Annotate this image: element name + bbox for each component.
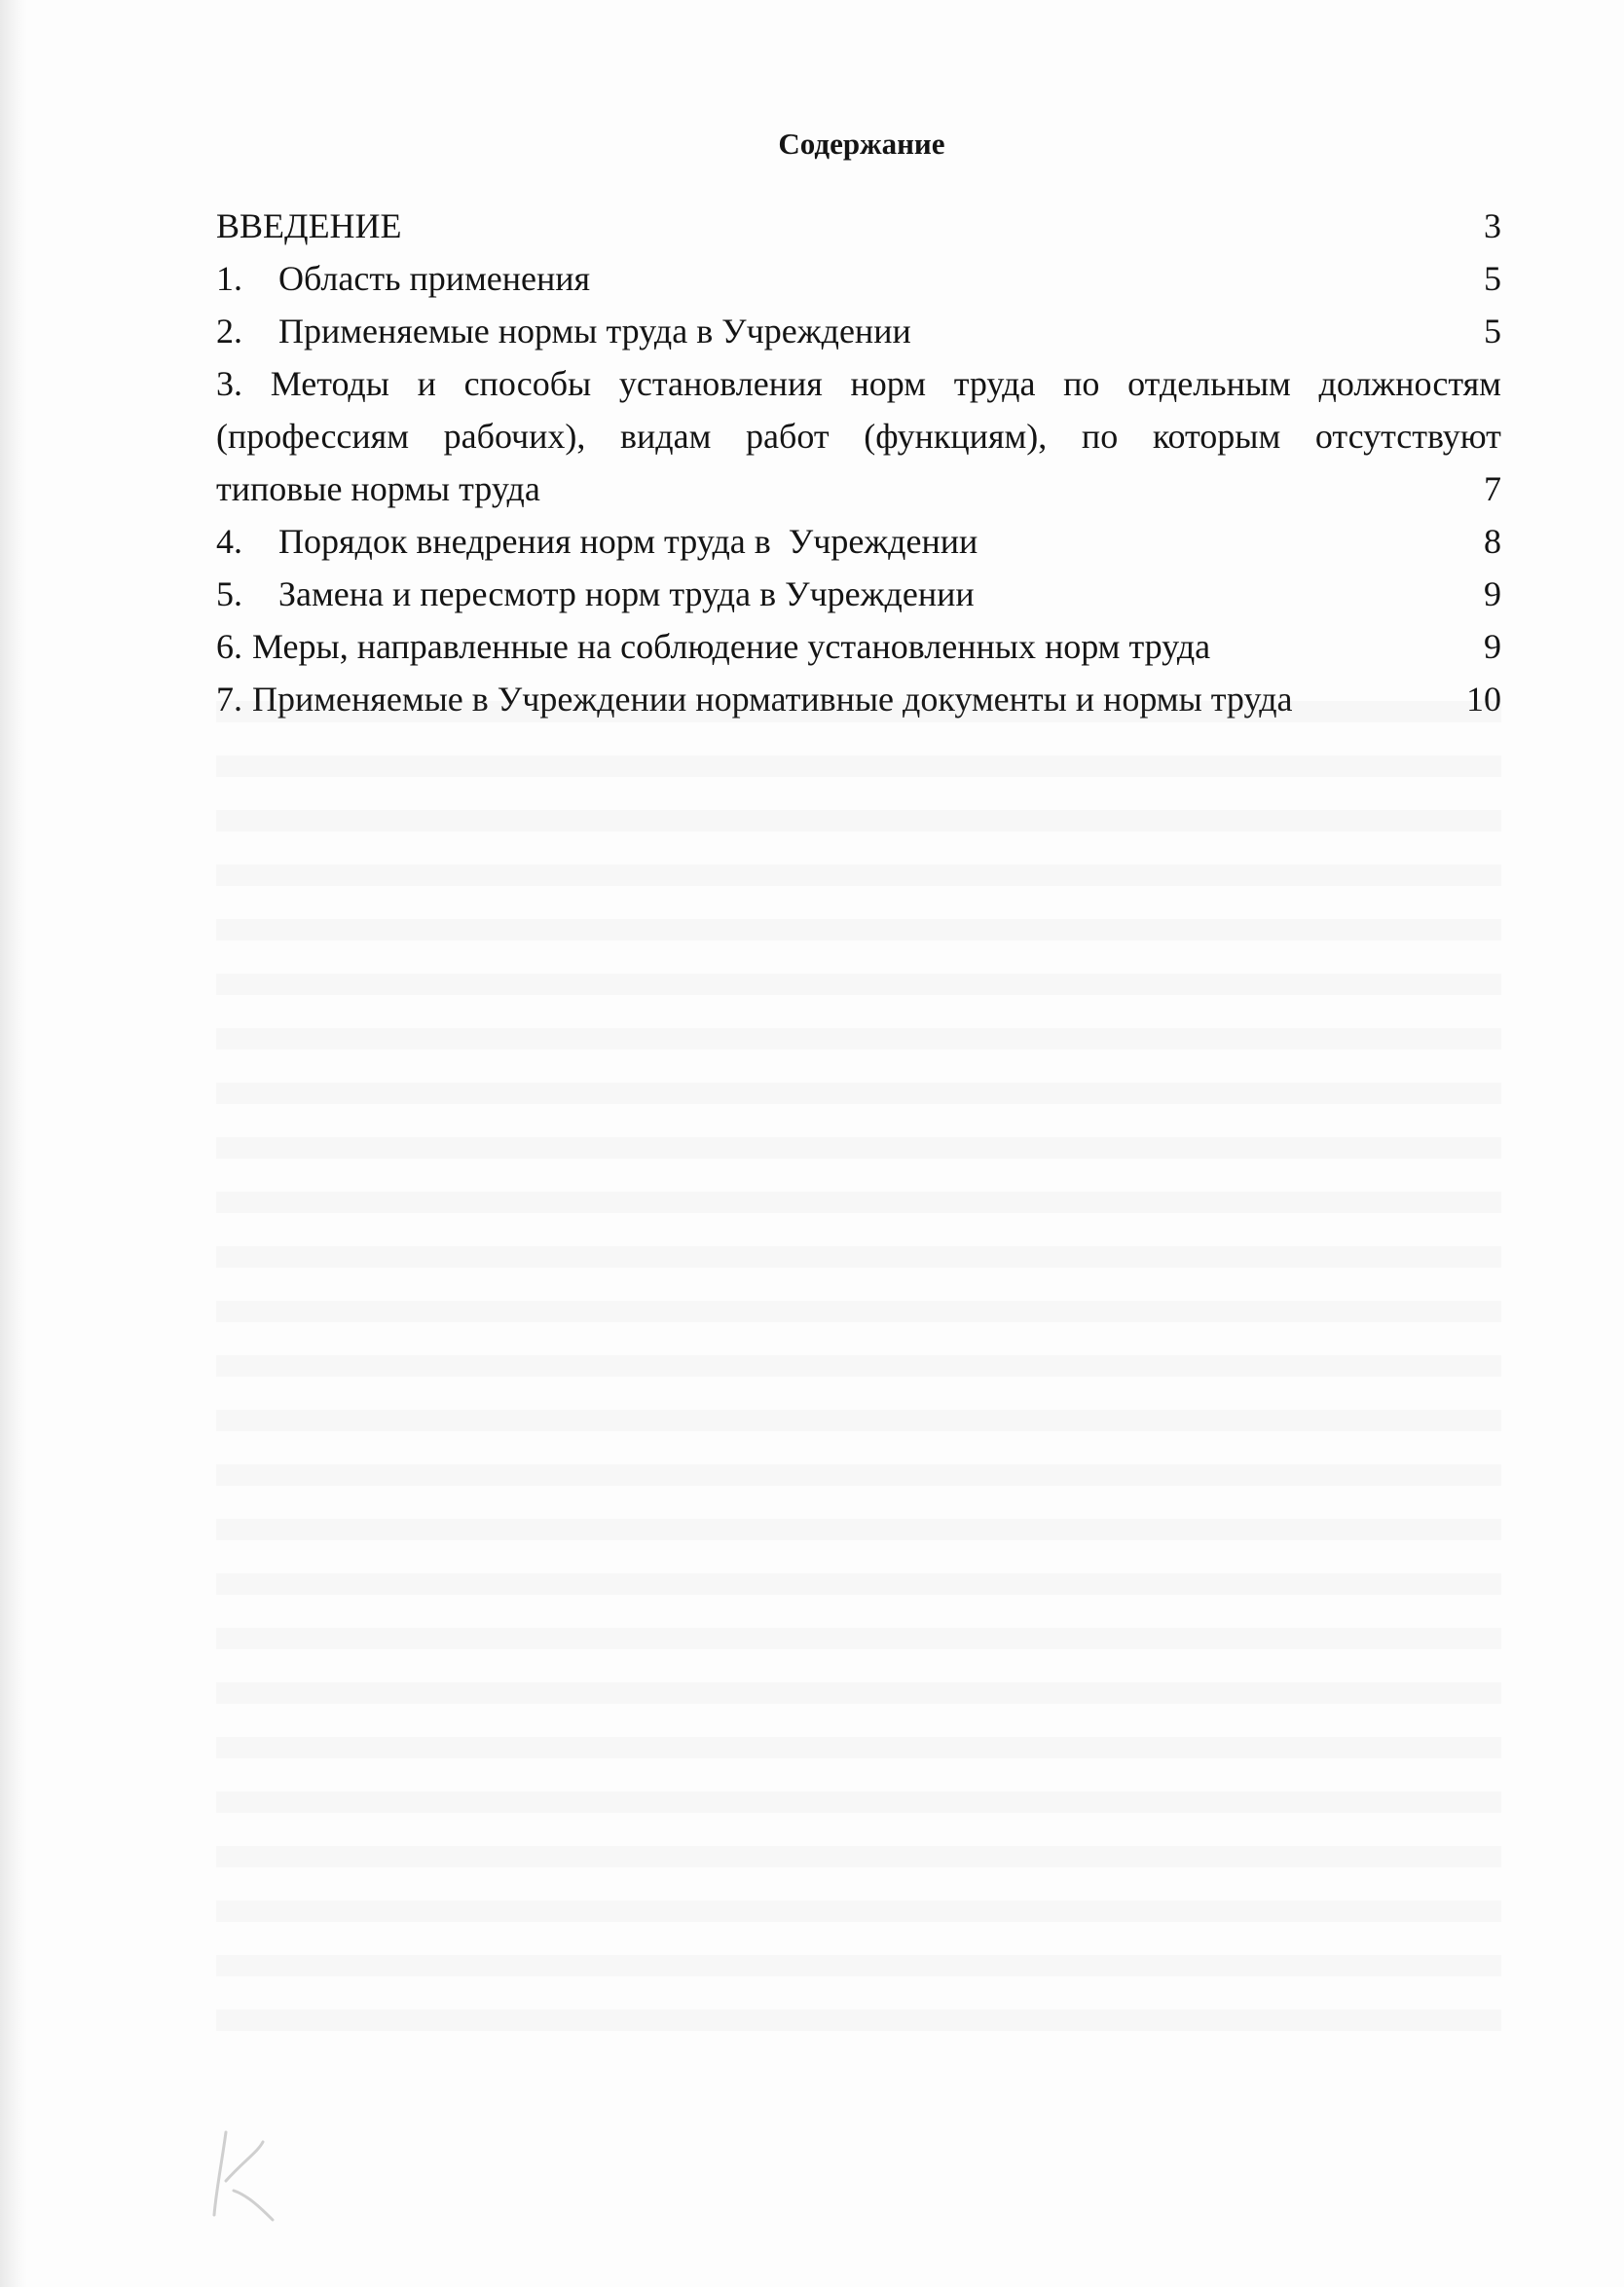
toc-entry-number: 4. [216,522,242,561]
toc-entry-6[interactable] [216,620,1501,673]
toc-page-number: 5 [1484,259,1501,298]
toc-entry-number: 2. [216,312,242,350]
toc-word: отдельным [1127,364,1291,403]
toc-word: труда [953,364,1036,403]
toc-word: которым [1152,417,1281,456]
toc-entry-number: 6. [216,627,242,666]
toc-entry-label: Меры, направленные на соблюдение установленных норм труда [252,627,1211,666]
toc-entry-number: 5. [216,574,242,613]
toc-word: по [1063,364,1100,403]
page-title: Содержание [778,127,945,161]
table-of-contents [216,200,1501,725]
toc-page-number: 8 [1484,522,1501,561]
toc-word: норм [850,364,927,403]
toc-entry-5[interactable] [216,568,1501,620]
toc-word: работ [746,417,830,456]
toc-page-number: 7 [1484,469,1501,508]
toc-entry-label: Применяемые в Учреждении нормативные документы и нормы труда [252,680,1293,719]
toc-word: должностям [1318,364,1501,403]
toc-entry-label: Область применения [278,259,591,298]
toc-page-number: 9 [1484,574,1501,613]
toc-entry-label: Порядок внедрения норм труда в Учреждении [278,522,978,561]
toc-entry-introduction[interactable] [216,200,1501,252]
bleed-through-text [216,701,1501,2064]
toc-word: (профессиям [216,417,410,456]
toc-entry-3-line-2 [216,410,1501,462]
toc-page-number: 3 [1484,206,1501,245]
toc-entry-1[interactable] [216,252,1501,305]
toc-entry-3-line-1 [216,357,1501,410]
pencil-mark-icon [204,2122,312,2230]
toc-entry-label: Замена и пересмотр норм труда в Учреждении [278,574,975,613]
toc-entry-label: типовые нормы труда [216,469,540,508]
toc-word: Методы [270,364,389,403]
toc-word: (функциям), [864,417,1048,456]
toc-page-number: 5 [1484,312,1501,350]
toc-word: рабочих), [443,417,586,456]
toc-page-number: 9 [1484,627,1501,666]
toc-entry-number: 3. [216,364,242,403]
toc-word: способы [463,364,592,403]
toc-entry-3-line-3 [216,462,1501,515]
toc-entry-2[interactable] [216,305,1501,357]
toc-page-number: 10 [1466,680,1501,719]
toc-word: и [417,364,436,403]
scan-edge-shadow [0,0,27,2287]
toc-word: отсутствуют [1314,417,1501,456]
toc-entry-4[interactable] [216,515,1501,568]
toc-entry-number: 7. [216,680,242,719]
toc-word: по [1081,417,1119,456]
toc-entry-label: ВВЕДЕНИЕ [216,206,402,245]
toc-entry-number: 1. [216,259,242,298]
toc-entry-3[interactable] [216,357,1501,515]
toc-word: видам [620,417,712,456]
toc-entry-label: Применяемые нормы труда в Учреждении [278,312,911,350]
toc-word: установления [618,364,823,403]
